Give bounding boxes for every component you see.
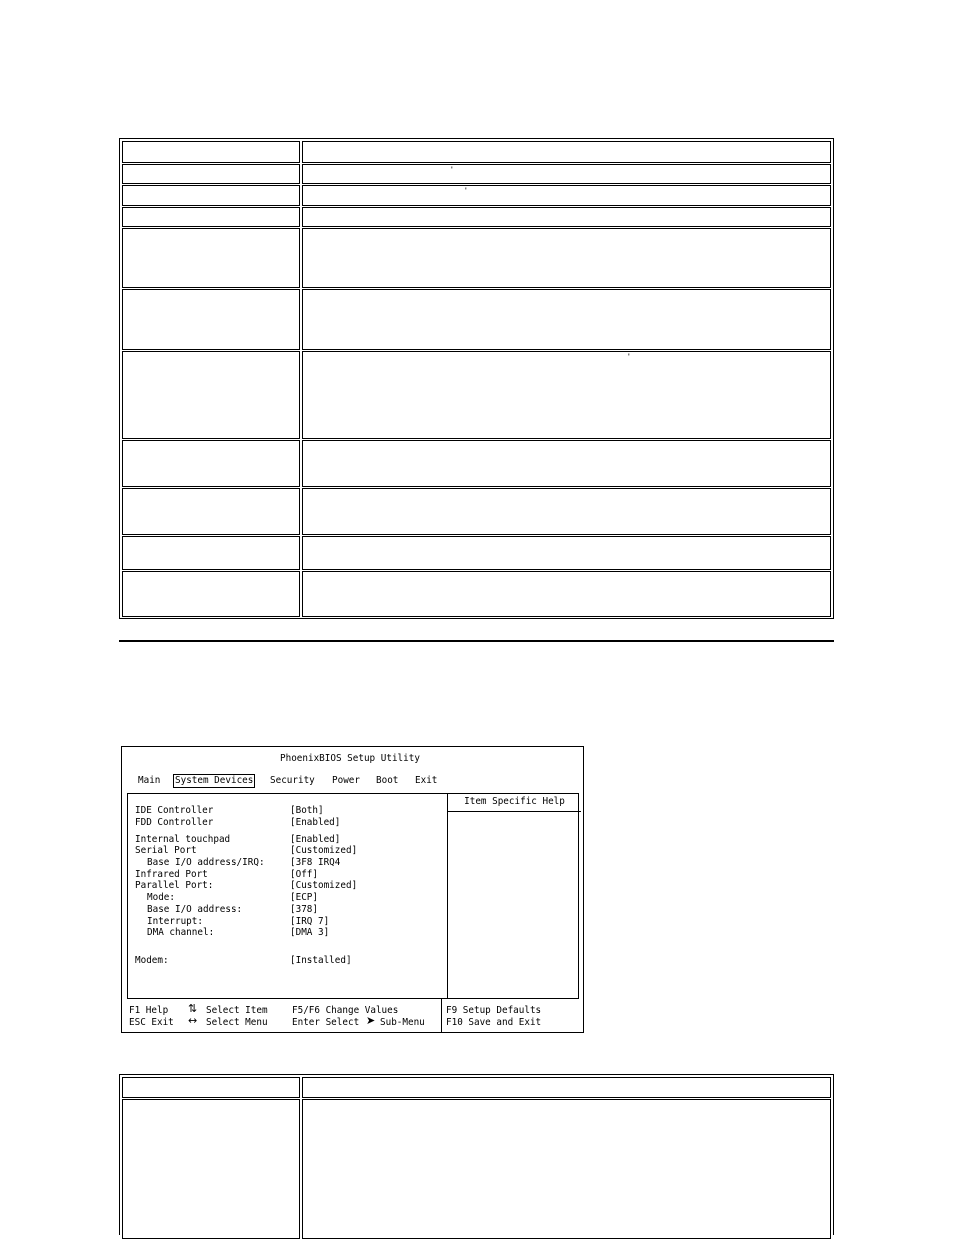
tick-mark: ' <box>451 165 453 175</box>
footer-sub-menu: Sub-Menu <box>380 1017 425 1028</box>
table-row <box>122 536 831 570</box>
table-cell <box>302 1099 831 1239</box>
setting-label[interactable]: FDD Controller <box>135 817 214 828</box>
setting-label[interactable]: Base I/O address: <box>147 904 243 915</box>
horizontal-rule <box>119 640 834 642</box>
setting-value[interactable]: [ECP] <box>290 892 318 903</box>
table-row <box>122 289 831 350</box>
table-row <box>122 141 831 163</box>
menu-security[interactable]: Security <box>270 775 315 786</box>
setting-value[interactable]: [Off] <box>290 869 318 880</box>
footer-select-item: Select Item <box>206 1005 268 1016</box>
table-row <box>122 571 831 617</box>
footer-setup-defaults: F9 Setup Defaults <box>446 1005 542 1016</box>
setting-label[interactable]: Base I/O address/IRQ: <box>147 857 265 868</box>
setting-value[interactable]: [Customized] <box>290 880 358 891</box>
menu-power[interactable]: Power <box>332 775 360 786</box>
setting-value[interactable]: [DMA 3] <box>290 927 330 938</box>
table-cell <box>122 440 300 487</box>
menu-main[interactable]: Main <box>138 775 161 786</box>
table-cell <box>302 207 831 227</box>
setting-value[interactable]: [Enabled] <box>290 817 341 828</box>
table-cell <box>122 228 300 288</box>
table-cell <box>122 164 300 184</box>
table-row <box>122 488 831 535</box>
table-cell <box>122 571 300 617</box>
bios-title: PhoenixBIOS Setup Utility <box>280 753 420 764</box>
footer-select-menu: Select Menu <box>206 1017 268 1028</box>
table-cell <box>302 141 831 163</box>
setting-label[interactable]: Interrupt: <box>147 916 203 927</box>
table-row <box>122 1077 831 1098</box>
setting-value[interactable]: [Installed] <box>290 955 352 966</box>
table-cell <box>122 185 300 206</box>
setting-label[interactable]: Parallel Port: <box>135 880 214 891</box>
setting-value[interactable]: [Enabled] <box>290 834 341 845</box>
table-cell <box>122 207 300 227</box>
table-cell <box>122 536 300 570</box>
setting-label[interactable]: Modem: <box>135 955 169 966</box>
menu-boot[interactable]: Boot <box>376 775 399 786</box>
help-title: Item Specific Help <box>448 793 581 812</box>
menu-exit[interactable]: Exit <box>415 775 438 786</box>
settings-table <box>119 1074 834 1235</box>
footer-enter-select: Enter Select <box>292 1017 360 1028</box>
footer-save-exit: F10 Save and Exit <box>446 1017 542 1028</box>
setting-value[interactable]: [3F8 IRQ4 <box>290 857 341 868</box>
setting-label[interactable]: Serial Port <box>135 845 197 856</box>
table-cell <box>302 351 831 439</box>
table-cell <box>122 1077 300 1098</box>
menu-system-devices[interactable]: System Devices <box>175 775 254 786</box>
setting-label[interactable]: IDE Controller <box>135 805 214 816</box>
table-cell <box>302 1077 831 1098</box>
table-cell <box>122 141 300 163</box>
up-down-arrow-icon: ⇅ <box>188 1002 198 1015</box>
setting-label[interactable]: DMA channel: <box>147 927 215 938</box>
table-cell <box>122 1099 300 1239</box>
table-cell <box>122 351 300 439</box>
arrow-right-icon: ➤ <box>366 1014 376 1027</box>
table-cell <box>302 164 831 184</box>
footer-divider <box>441 999 442 1032</box>
footer-change-values: F5/F6 Change Values <box>292 1005 399 1016</box>
table-cell <box>302 536 831 570</box>
setting-value[interactable]: [IRQ 7] <box>290 916 330 927</box>
bios-screen <box>121 746 584 1033</box>
table-row <box>122 351 831 439</box>
table-cell <box>302 289 831 350</box>
table-row <box>122 207 831 227</box>
setting-value[interactable]: [Customized] <box>290 845 358 856</box>
table-cell <box>302 440 831 487</box>
table-cell <box>122 289 300 350</box>
table-cell <box>302 185 831 206</box>
table-cell <box>122 488 300 535</box>
setting-label[interactable]: Internal touchpad <box>135 834 231 845</box>
table-row <box>122 185 831 206</box>
setting-value[interactable]: [Both] <box>290 805 324 816</box>
table-row <box>122 228 831 288</box>
table-row <box>122 1099 831 1239</box>
setting-label[interactable]: Mode: <box>147 892 175 903</box>
footer-f1-help: F1 Help <box>129 1005 169 1016</box>
settings-panel <box>127 793 579 999</box>
help-pane <box>447 793 581 999</box>
setting-label[interactable]: Infrared Port <box>135 869 208 880</box>
left-right-arrow-icon: ↔ <box>188 1014 198 1027</box>
table-cell <box>302 488 831 535</box>
footer-esc-exit: ESC Exit <box>129 1017 174 1028</box>
tick-mark: ' <box>465 186 467 196</box>
table-cell <box>302 571 831 617</box>
table-row <box>122 440 831 487</box>
table-cell <box>302 228 831 288</box>
setting-value[interactable]: [378] <box>290 904 318 915</box>
options-table <box>119 138 834 619</box>
tick-mark: ' <box>628 352 630 362</box>
table-row <box>122 164 831 184</box>
